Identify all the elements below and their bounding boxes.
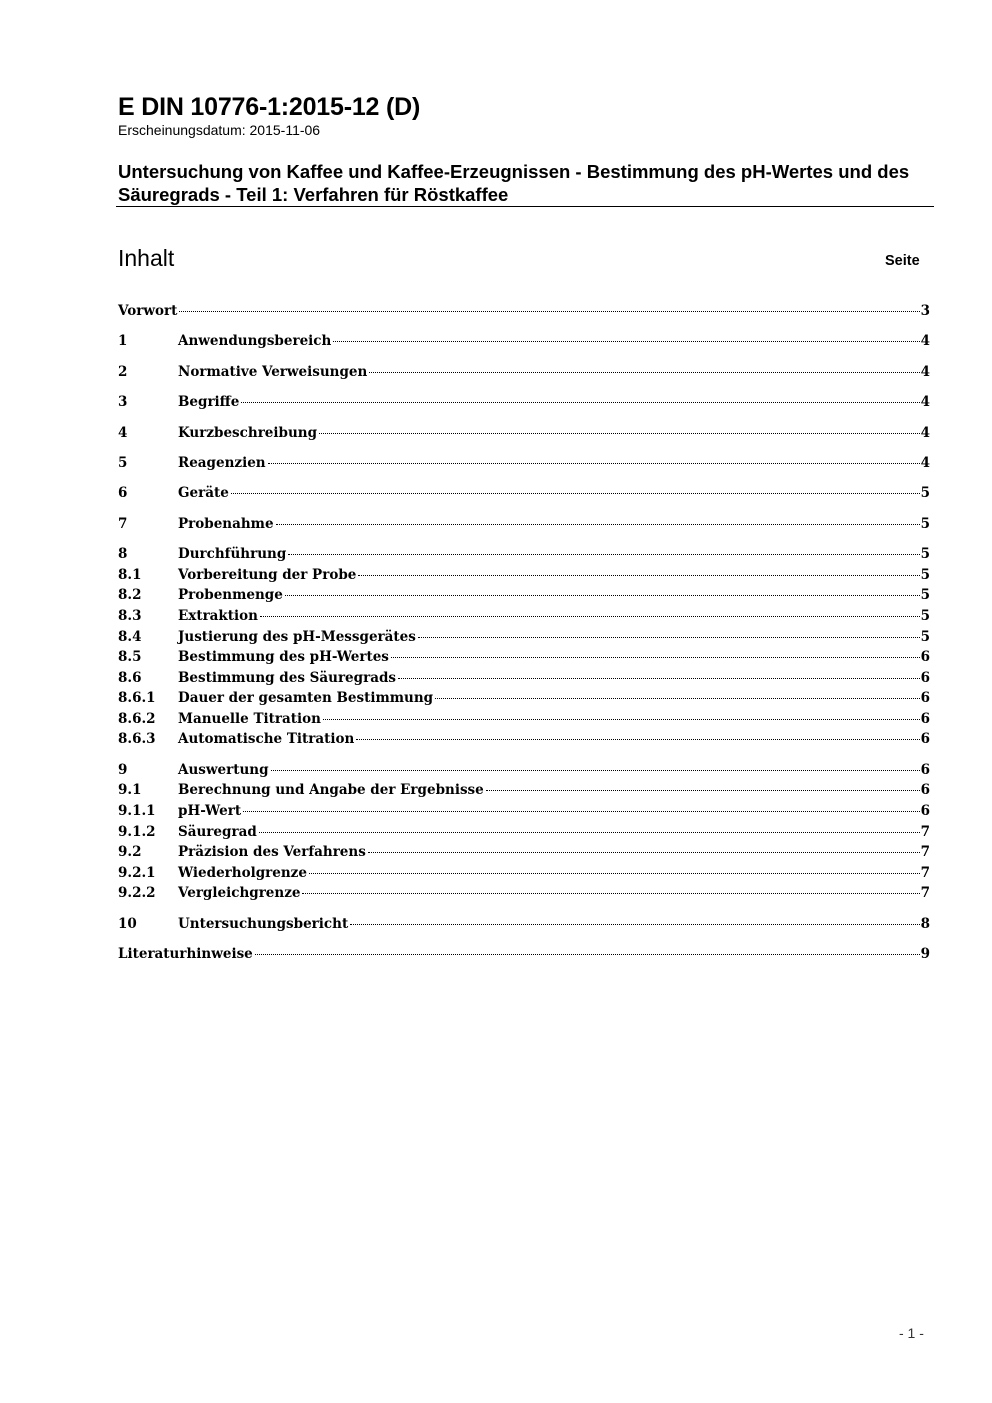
document-id: E DIN 10776-1:2015-12 (D) xyxy=(118,93,421,121)
toc-entry[interactable] xyxy=(118,844,930,865)
toc-entry-number: 10 xyxy=(118,915,137,932)
toc-entry-title: Geräte xyxy=(178,485,229,502)
toc-entry-page: 5 xyxy=(920,485,930,502)
toc-entry-title: Justierung des pH-Messgerätes xyxy=(178,628,416,645)
toc-entry[interactable] xyxy=(118,485,930,506)
dot-leader xyxy=(268,463,920,464)
dot-leader xyxy=(369,372,919,373)
toc-entry-page: 4 xyxy=(920,333,930,350)
toc-entry-title: Anwendungsbereich xyxy=(178,333,332,350)
toc-heading: Inhalt xyxy=(118,245,175,271)
toc-entry-number: 9.1.2 xyxy=(118,823,156,840)
dot-leader xyxy=(319,433,920,434)
page-number: - 1 - xyxy=(899,1325,924,1341)
toc-entry-page: 7 xyxy=(920,864,930,881)
toc-entry[interactable] xyxy=(118,670,930,691)
dot-leader xyxy=(271,770,920,771)
table-of-contents xyxy=(118,303,930,967)
toc-entry-page: 4 xyxy=(920,424,930,441)
dot-leader xyxy=(418,637,920,638)
toc-entry-title: Säuregrad xyxy=(178,823,257,840)
toc-entry[interactable] xyxy=(118,762,930,783)
toc-entry-title: Bestimmung des pH-Wertes xyxy=(178,649,389,666)
dot-leader xyxy=(309,873,920,874)
toc-entry[interactable] xyxy=(118,394,930,415)
toc-entry-title: Vorbereitung der Probe xyxy=(178,566,357,583)
title-divider xyxy=(116,206,934,207)
toc-entry-page: 8 xyxy=(920,915,930,932)
dot-leader xyxy=(356,739,919,740)
toc-entry-number: 9.2.1 xyxy=(118,864,156,881)
dot-leader xyxy=(288,554,919,555)
toc-entry-page: 5 xyxy=(920,566,930,583)
toc-entry-page: 6 xyxy=(920,731,930,748)
dot-leader xyxy=(368,852,920,853)
dot-leader xyxy=(259,832,920,833)
dot-leader xyxy=(435,698,919,699)
toc-entry-number: 9.2.2 xyxy=(118,885,156,902)
toc-entry-page: 6 xyxy=(920,782,930,799)
toc-entry[interactable] xyxy=(118,711,930,732)
toc-entry-page: 6 xyxy=(920,710,930,727)
dot-leader xyxy=(358,575,919,576)
toc-entry-page: 5 xyxy=(920,587,930,604)
toc-entry-page: 6 xyxy=(920,649,930,666)
dot-leader xyxy=(276,524,920,525)
toc-entry-page: 6 xyxy=(920,803,930,820)
toc-entry-title: Durchführung xyxy=(178,546,287,563)
toc-entry-title: Probenmenge xyxy=(178,587,283,604)
dot-leader xyxy=(255,954,920,955)
toc-entry-number: 9.1 xyxy=(118,782,142,799)
toc-entry-title: Begriffe xyxy=(178,394,240,411)
toc-entry-number: 9 xyxy=(118,761,128,778)
toc-entry-number: 2 xyxy=(118,363,128,380)
toc-entry-number: 9.1.1 xyxy=(118,803,156,820)
toc-entry[interactable] xyxy=(118,567,930,588)
toc-entry-title: Berechnung und Angabe der Ergebnisse xyxy=(178,782,484,799)
toc-entry-title: Probenahme xyxy=(178,515,274,532)
toc-entry[interactable] xyxy=(118,629,930,650)
toc-entry-title: Untersuchungsbericht xyxy=(178,915,349,932)
dot-leader xyxy=(179,311,919,312)
dot-leader xyxy=(285,595,920,596)
toc-entry-number: 8.6 xyxy=(118,669,142,686)
toc-entry[interactable] xyxy=(118,587,930,608)
toc-entry-page: 4 xyxy=(920,363,930,380)
toc-entry-number: 9.2 xyxy=(118,844,142,861)
toc-entry[interactable] xyxy=(118,516,930,537)
toc-entry[interactable] xyxy=(118,731,930,752)
toc-entry-title: Wiederholgrenze xyxy=(178,864,307,881)
toc-entry-number: 8.3 xyxy=(118,607,142,624)
toc-entry-number: 7 xyxy=(118,515,128,532)
toc-entry-page: 5 xyxy=(920,607,930,624)
toc-entry[interactable] xyxy=(118,303,930,324)
toc-page-column-label: Seite xyxy=(885,253,920,269)
toc-entry-page: 7 xyxy=(920,844,930,861)
toc-entry-page: 4 xyxy=(920,394,930,411)
toc-entry-page: 5 xyxy=(920,628,930,645)
dot-leader xyxy=(241,402,919,403)
dot-leader xyxy=(333,341,919,342)
toc-entry-title: pH-Wert xyxy=(178,803,242,820)
toc-entry[interactable] xyxy=(118,425,930,446)
toc-entry-page: 5 xyxy=(920,515,930,532)
dot-leader xyxy=(398,678,920,679)
toc-entry-number: 8.4 xyxy=(118,628,142,645)
toc-entry-title: Vorwort xyxy=(118,303,178,319)
toc-entry-page: 6 xyxy=(920,761,930,778)
toc-entry-number: 1 xyxy=(118,333,128,350)
toc-entry[interactable] xyxy=(118,916,930,937)
toc-entry[interactable] xyxy=(118,803,930,824)
toc-entry-title: Auswertung xyxy=(178,761,269,778)
toc-entry-number: 8 xyxy=(118,546,128,563)
toc-entry-page: 7 xyxy=(920,885,930,902)
toc-entry-number: 8.2 xyxy=(118,587,142,604)
toc-entry[interactable] xyxy=(118,546,930,567)
toc-entry[interactable] xyxy=(118,885,930,906)
toc-entry-page: 6 xyxy=(920,669,930,686)
toc-entry-title: Kurzbeschreibung xyxy=(178,424,318,441)
dot-leader xyxy=(260,616,920,617)
toc-entry-title: Vergleichgrenze xyxy=(178,885,301,902)
publication-date: Erscheinungsdatum: 2015-11-06 xyxy=(118,122,321,138)
toc-entry[interactable] xyxy=(118,455,930,476)
toc-entry-page: 6 xyxy=(920,690,930,707)
toc-entry-number: 3 xyxy=(118,394,128,411)
toc-entry[interactable] xyxy=(118,333,930,354)
toc-entry-title: Manuelle Titration xyxy=(178,710,321,727)
toc-entry-number: 5 xyxy=(118,454,128,471)
toc-entry[interactable] xyxy=(118,364,930,385)
toc-entry-number: 8.6.2 xyxy=(118,710,156,727)
toc-entry-number: 4 xyxy=(118,424,128,441)
toc-entry-title: Reagenzien xyxy=(178,454,266,471)
toc-entry[interactable] xyxy=(118,690,930,711)
toc-entry-title: Präzision des Verfahrens xyxy=(178,844,366,861)
toc-entry-page: 9 xyxy=(920,946,930,963)
dot-leader xyxy=(302,893,919,894)
toc-entry-page: 4 xyxy=(920,454,930,471)
toc-entry-title: Extraktion xyxy=(178,607,258,624)
dot-leader xyxy=(231,493,920,494)
toc-entry-page: 5 xyxy=(920,546,930,563)
toc-entry-title: Normative Verweisungen xyxy=(178,363,368,380)
toc-entry-page: 3 xyxy=(920,303,930,319)
toc-entry[interactable] xyxy=(118,824,930,845)
dot-leader xyxy=(243,811,920,812)
toc-entry-number: 8.1 xyxy=(118,566,142,583)
dot-leader xyxy=(323,719,920,720)
toc-entry[interactable] xyxy=(118,608,930,629)
dot-leader xyxy=(391,657,920,658)
toc-entry-title: Literaturhinweise xyxy=(118,946,253,963)
toc-entry-title: Automatische Titration xyxy=(178,731,355,748)
toc-entry[interactable] xyxy=(118,865,930,886)
toc-entry[interactable] xyxy=(118,649,930,670)
toc-entry-title: Bestimmung des Säuregrads xyxy=(178,669,396,686)
toc-entry-page: 7 xyxy=(920,823,930,840)
document-title: Untersuchung von Kaffee und Kaffee-Erzeugnissen - Bestimmung des pH-Wertes und des Säuregrads - Teil 1: Verfahren für Röstkaffee xyxy=(118,161,910,205)
toc-entry-number: 8.6.3 xyxy=(118,731,156,748)
dot-leader xyxy=(486,790,920,791)
toc-entry[interactable] xyxy=(118,782,930,803)
toc-entry-number: 6 xyxy=(118,485,128,502)
toc-entry-title: Dauer der gesamten Bestimmung xyxy=(178,690,434,707)
toc-entry-number: 8.6.1 xyxy=(118,690,156,707)
toc-entry[interactable] xyxy=(118,946,930,967)
toc-entry-number: 8.5 xyxy=(118,649,142,666)
dot-leader xyxy=(350,924,919,925)
